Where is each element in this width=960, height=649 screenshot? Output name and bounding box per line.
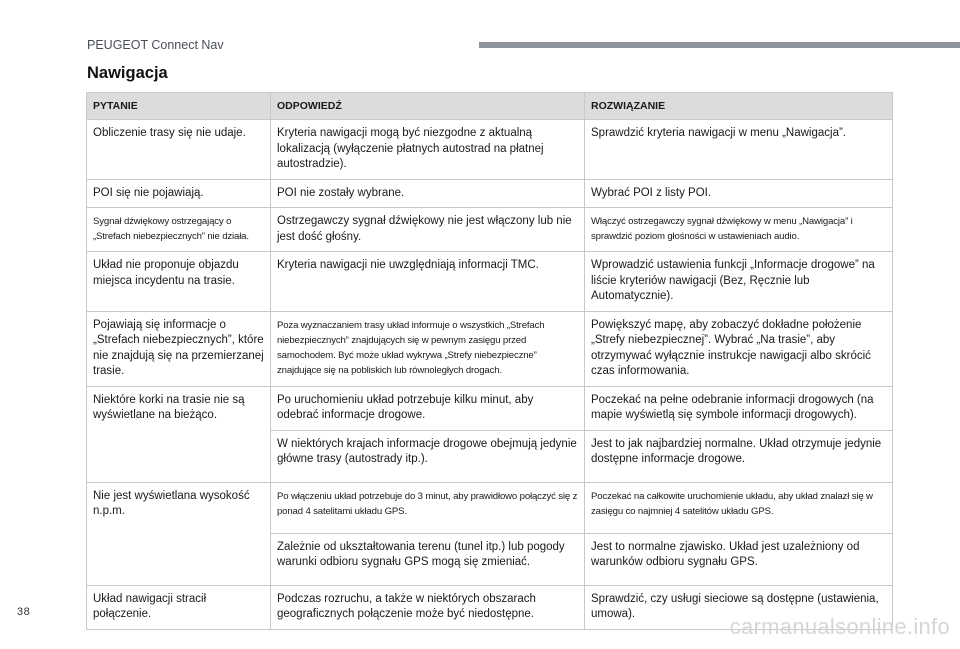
answer-cell: Podczas rozruchu, a także w niektórych obszarach geograficznych połączenie może być niedostępne. xyxy=(271,585,585,629)
table-row xyxy=(87,430,893,482)
answer-cell: POI nie zostały wybrane. xyxy=(271,179,585,208)
troubleshooting-table xyxy=(86,92,893,630)
table-row xyxy=(87,252,893,312)
column-header-solution: ROZWIĄZANIE xyxy=(585,93,893,120)
solution-cell: Włączyć ostrzegawczy sygnał dźwiękowy w menu „Nawigacja” i sprawdzić poziom głośności w ustawieniach audio. xyxy=(585,208,893,252)
question-cell: Sygnał dźwiękowy ostrzegający o „Strefach niebezpiecznych” nie działa. xyxy=(87,208,271,252)
table-row xyxy=(87,179,893,208)
solution-cell: Powiększyć mapę, aby zobaczyć dokładne położenie „Strefy niebezpiecznej”. Wybrać „Na trasie”, aby otrzymywać wyłącznie instrukcje nawigacji albo skrócić czas informowania. xyxy=(585,311,893,386)
answer-cell: Po uruchomieniu układ potrzebuje kilku minut, aby odebrać informacje drogowe. xyxy=(271,386,585,430)
solution-cell: Sprawdzić kryteria nawigacji w menu „Nawigacja”. xyxy=(585,120,893,180)
table-row xyxy=(87,533,893,585)
page-number: 38 xyxy=(17,606,31,618)
watermark-text: carmanualsonline.info xyxy=(729,614,950,639)
question-cell: Układ nawigacji stracił połączenie. xyxy=(87,585,271,629)
question-cell-empty xyxy=(87,430,271,482)
solution-cell: Poczekać na całkowite uruchomienie układu, aby układ znalazł się w zasięgu co najmniej 4 satelitów układu GPS. xyxy=(585,482,893,533)
table-row xyxy=(87,386,893,430)
answer-cell: Zależnie od ukształtowania terenu (tunel itp.) lub pogody warunki odbioru sygnału GPS mogą się zmieniać. xyxy=(271,533,585,585)
answer-cell: Kryteria nawigacji mogą być niezgodne z aktualną lokalizacją (wyłączenie płatnych autostrad na płatnej autostradzie). xyxy=(271,120,585,180)
table-row xyxy=(87,482,893,533)
question-cell: POI się nie pojawiają. xyxy=(87,179,271,208)
answer-cell: Kryteria nawigacji nie uwzględniają informacji TMC. xyxy=(271,252,585,312)
table-row xyxy=(87,208,893,252)
table-row xyxy=(87,311,893,386)
table-row xyxy=(87,120,893,180)
header-bar-decoration xyxy=(479,42,960,48)
question-cell-empty xyxy=(87,533,271,585)
solution-cell: Wybrać POI z listy POI. xyxy=(585,179,893,208)
table-header-row xyxy=(87,93,893,120)
solution-cell: Jest to jak najbardziej normalne. Układ otrzymuje jedynie dostępne informacje drogowe. xyxy=(585,430,893,482)
solution-cell: Poczekać na pełne odebranie informacji drogowych (na mapie wyświetlą się symbole informacji drogowych). xyxy=(585,386,893,430)
section-title: Nawigacja xyxy=(87,64,168,82)
question-cell: Pojawiają się informacje o „Strefach niebezpiecznych”, które nie znajdują się na przemierzanej trasie. xyxy=(87,311,271,386)
question-cell: Układ nie proponuje objazdu miejsca incydentu na trasie. xyxy=(87,252,271,312)
question-cell: Obliczenie trasy się nie udaje. xyxy=(87,120,271,180)
solution-cell: Sprawdzić, czy usługi sieciowe są dostępne (ustawienia, umowa). xyxy=(585,585,893,629)
answer-cell: Po włączeniu układ potrzebuje do 3 minut, aby prawidłowo połączyć się z ponad 4 satelitami układu GPS. xyxy=(271,482,585,533)
column-header-question: PYTANIE xyxy=(87,93,271,120)
question-cell: Niektóre korki na trasie nie są wyświetlane na bieżąco. xyxy=(87,386,271,430)
solution-cell: Wprowadzić ustawienia funkcji „Informacje drogowe” na liście kryteriów nawigacji (Bez, Ręcznie lub Automatycznie). xyxy=(585,252,893,312)
manual-brand-title: PEUGEOT Connect Nav xyxy=(87,38,224,52)
answer-cell: Ostrzegawczy sygnał dźwiękowy nie jest włączony lub nie jest dość głośny. xyxy=(271,208,585,252)
column-header-answer: ODPOWIEDŹ xyxy=(271,93,585,120)
solution-cell: Jest to normalne zjawisko. Układ jest uzależniony od warunków odbioru sygnału GPS. xyxy=(585,533,893,585)
question-cell: Nie jest wyświetlana wysokość n.p.m. xyxy=(87,482,271,533)
answer-cell: Poza wyznaczaniem trasy układ informuje o wszystkich „Strefach niebezpiecznych” znajdujących się w pewnym zasięgu przed samochodem. Być może układ wykrywa „Strefy niebezpieczne” znajdujące się na pobliskich lub równoległych drogach. xyxy=(271,311,585,386)
answer-cell: W niektórych krajach informacje drogowe obejmują jedynie główne trasy (autostrady itp.). xyxy=(271,430,585,482)
